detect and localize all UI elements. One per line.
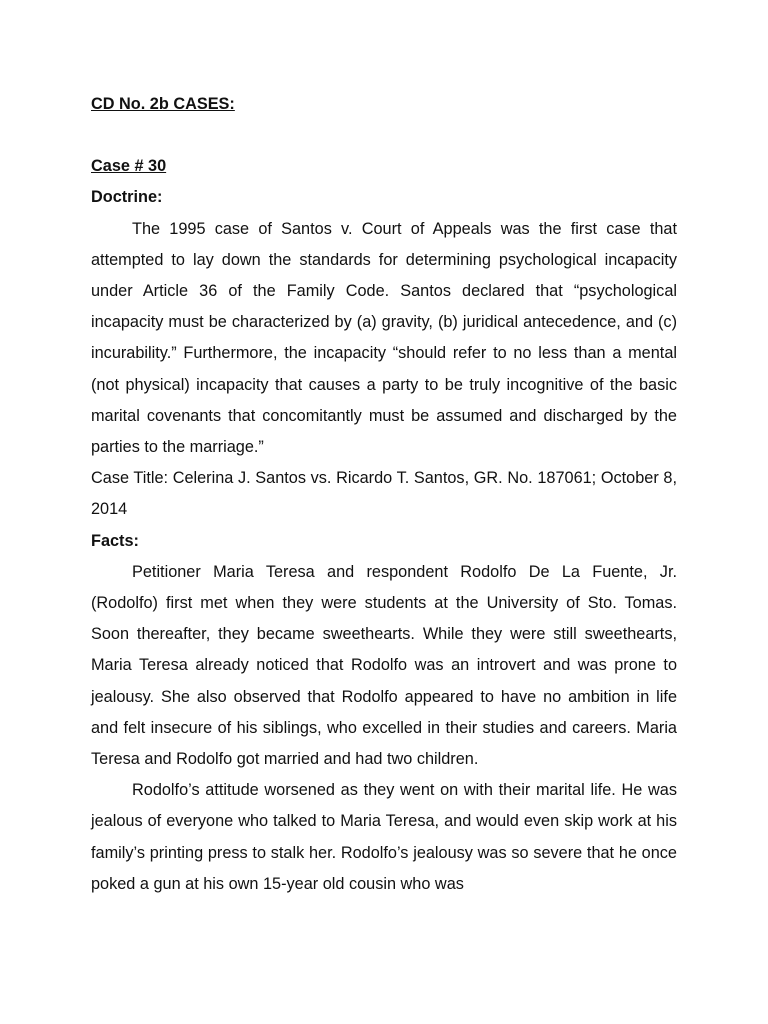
case-number: Case # 30	[91, 157, 167, 176]
section-title-line	[91, 89, 677, 120]
doctrine-label: Doctrine:	[91, 188, 163, 207]
section-title: CD No. 2b CASES:	[91, 95, 235, 113]
facts-label: Facts:	[91, 531, 139, 550]
spacer	[91, 120, 677, 151]
doctrine-paragraph: The 1995 case of Santos v. Court of Appeals was the first case that attempted to lay down the standards for determining psychological incapacity under Article 36 of the Family Code. Santos declared that “psychological incapacity must be characterized by (a) gravity, (b) juridical antecedence, and (c) incurability.” Furthermore, the incapacity “should refer to no less than a mental (not physical) incapacity that causes a party to be truly incognitive of the basic marital covenants that concomitantly must be assumed and discharged by the parties to the marriage.”	[91, 219, 677, 457]
document-body	[91, 89, 677, 900]
facts-paragraph-2: Rodolfo’s attitude worsened as they went on with their marital life. He was jealous of everyone who talked to Maria Teresa, and would even skip work at his family’s printing press to stalk her. Rodolfo’s jealousy was so severe that he once poked a gun at his own 15-year old cousin who was	[91, 781, 677, 893]
case-number-line	[91, 151, 677, 182]
case-title: Case Title: Celerina J. Santos vs. Ricardo T. Santos, GR. No. 187061; October 8, 2014	[91, 469, 677, 519]
facts-paragraph-1: Petitioner Maria Teresa and respondent Rodolfo De La Fuente, Jr. (Rodolfo) first met when they were students at the University of Sto. Tomas. Soon thereafter, they became sweethearts. While they were still sweethearts, Maria Teresa already noticed that Rodolfo was an introvert and was prone to jealousy. She also observed that Rodolfo appeared to have no ambition in life and felt insecure of his siblings, who excelled in their studies and careers. Maria Teresa and Rodolfo got married and had two children.	[91, 562, 677, 769]
